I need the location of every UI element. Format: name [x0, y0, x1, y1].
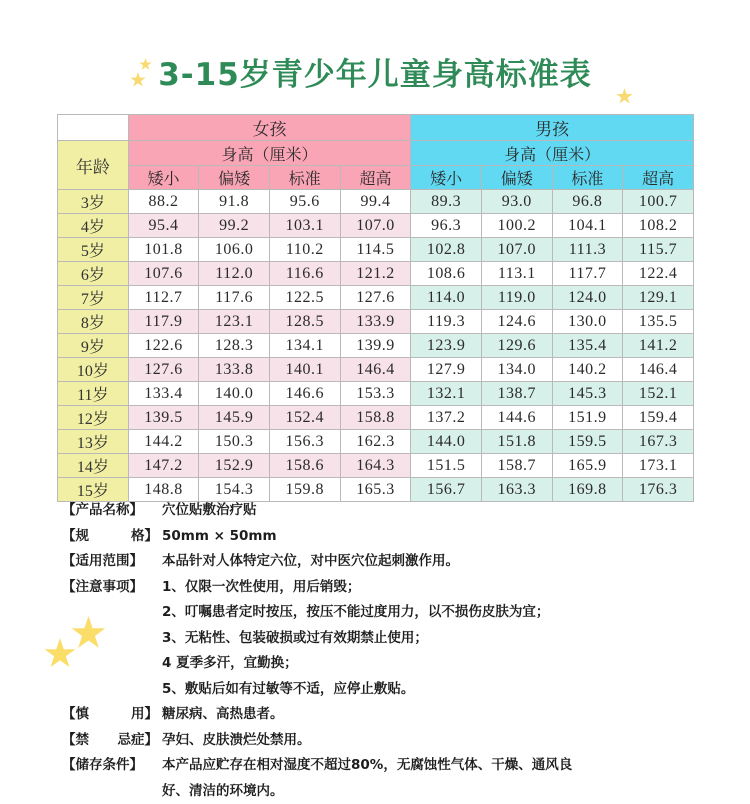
height-cell-boy: 93.0 [481, 190, 552, 214]
height-cell-boy: 137.2 [411, 406, 482, 430]
height-cell-girl: 165.3 [340, 478, 411, 502]
title-area [0, 52, 750, 104]
height-cell-girl: 146.4 [340, 358, 411, 382]
height-standard-table [57, 114, 694, 502]
height-cell-boy: 96.3 [411, 214, 482, 238]
unit-header-boy: 身高（厘米） [411, 141, 694, 166]
height-cell-boy: 130.0 [552, 310, 623, 334]
height-cell-girl: 103.1 [269, 214, 340, 238]
height-cell-boy: 140.2 [552, 358, 623, 382]
height-cell-boy: 108.2 [623, 214, 694, 238]
height-cell-boy: 169.8 [552, 478, 623, 502]
height-cell-girl: 134.1 [269, 334, 340, 358]
desc-label-product-name: 【 产品名称 】 [62, 498, 158, 524]
height-cell-boy: 135.4 [552, 334, 623, 358]
desc-row-storage [62, 753, 702, 779]
height-cell-girl: 145.9 [199, 406, 270, 430]
desc-label-careful: 【慎 用】 [62, 702, 158, 728]
column-header-boy-standard: 标准 [552, 166, 623, 190]
desc-label-caution: 【 注意事项 】 [62, 575, 158, 601]
height-cell-girl: 139.9 [340, 334, 411, 358]
desc-row-careful [62, 702, 702, 728]
height-cell-girl: 88.2 [128, 190, 199, 214]
column-header-girl-below-avg: 偏矮 [199, 166, 270, 190]
height-cell-girl: 122.6 [128, 334, 199, 358]
age-cell: 4岁 [58, 214, 129, 238]
height-cell-boy: 163.3 [481, 478, 552, 502]
height-cell-boy: 129.1 [623, 286, 694, 310]
desc-label-spec: 【规 格】 [62, 524, 158, 550]
desc-row-product-name [62, 498, 702, 524]
height-cell-boy: 152.1 [623, 382, 694, 406]
height-cell-girl: 95.6 [269, 190, 340, 214]
height-cell-girl: 148.8 [128, 478, 199, 502]
height-cell-girl: 122.5 [269, 286, 340, 310]
height-cell-girl: 128.5 [269, 310, 340, 334]
desc-row-contraindication [62, 728, 702, 754]
age-cell: 10岁 [58, 358, 129, 382]
height-cell-girl: 101.8 [128, 238, 199, 262]
height-cell-boy: 114.0 [411, 286, 482, 310]
height-cell-boy: 159.5 [552, 430, 623, 454]
product-description [62, 498, 702, 804]
age-cell: 3岁 [58, 190, 129, 214]
height-cell-boy: 119.3 [411, 310, 482, 334]
height-cell-boy: 144.0 [411, 430, 482, 454]
height-cell-girl: 152.9 [199, 454, 270, 478]
table-row [58, 382, 694, 406]
height-cell-girl: 116.6 [269, 262, 340, 286]
age-cell: 6岁 [58, 262, 129, 286]
desc-value-caution-4: 4 夏季多汗，宜勤换； [162, 651, 702, 677]
age-column-header: 年龄 [58, 141, 129, 190]
desc-label-scope: 【 适用范围 】 [62, 549, 158, 575]
height-cell-boy: 167.3 [623, 430, 694, 454]
height-cell-girl: 150.3 [199, 430, 270, 454]
age-cell: 8岁 [58, 310, 129, 334]
height-cell-girl: 107.0 [340, 214, 411, 238]
height-cell-girl: 133.9 [340, 310, 411, 334]
height-cell-boy: 151.8 [481, 430, 552, 454]
table-row [58, 334, 694, 358]
group-header-boy: 男孩 [411, 115, 694, 141]
height-cell-girl: 152.4 [269, 406, 340, 430]
height-cell-boy: 135.5 [623, 310, 694, 334]
desc-value-caution-3: 3、无粘性、包装破损或过有效期禁止使用； [162, 626, 702, 652]
table-row [58, 358, 694, 382]
height-cell-girl: 106.0 [199, 238, 270, 262]
height-cell-boy: 146.4 [623, 358, 694, 382]
height-cell-boy: 158.7 [481, 454, 552, 478]
age-cell: 15岁 [58, 478, 129, 502]
age-cell: 12岁 [58, 406, 129, 430]
height-cell-boy: 113.1 [481, 262, 552, 286]
height-cell-boy: 144.6 [481, 406, 552, 430]
height-cell-boy: 165.9 [552, 454, 623, 478]
height-cell-girl: 158.8 [340, 406, 411, 430]
height-cell-girl: 158.6 [269, 454, 340, 478]
height-cell-boy: 138.7 [481, 382, 552, 406]
height-cell-girl: 121.2 [340, 262, 411, 286]
column-header-girl-tall: 超高 [340, 166, 411, 190]
desc-value-product-name: 穴位贴敷治疗贴 [158, 498, 702, 524]
table-row [58, 262, 694, 286]
group-header-girl: 女孩 [128, 115, 411, 141]
age-cell: 11岁 [58, 382, 129, 406]
height-cell-boy: 127.9 [411, 358, 482, 382]
desc-value-storage-line2: 好、清洁的环境内。 [162, 779, 702, 804]
height-cell-boy: 124.6 [481, 310, 552, 334]
desc-row-caution [62, 575, 702, 601]
height-cell-girl: 127.6 [340, 286, 411, 310]
desc-label-storage: 【 储存条件 】 [62, 753, 158, 779]
desc-value-caution-1: 1、仅限一次性使用，用后销毁； [158, 575, 702, 601]
height-cell-boy: 151.5 [411, 454, 482, 478]
height-cell-boy: 151.9 [552, 406, 623, 430]
table-row [58, 430, 694, 454]
desc-value-caution-5: 5、敷贴后如有过敏等不适，应停止敷贴。 [162, 677, 702, 703]
height-cell-boy: 129.6 [481, 334, 552, 358]
height-cell-girl: 140.0 [199, 382, 270, 406]
page-title: 3-15岁青少年儿童身高标准表 [0, 52, 750, 98]
height-cell-boy: 108.6 [411, 262, 482, 286]
desc-row-spec [62, 524, 702, 550]
height-cell-girl: 144.2 [128, 430, 199, 454]
unit-header-girl: 身高（厘米） [128, 141, 411, 166]
height-cell-boy: 117.7 [552, 262, 623, 286]
height-cell-girl: 146.6 [269, 382, 340, 406]
height-cell-boy: 124.0 [552, 286, 623, 310]
height-cell-boy: 100.7 [623, 190, 694, 214]
height-cell-girl: 162.3 [340, 430, 411, 454]
column-header-girl-standard: 标准 [269, 166, 340, 190]
height-cell-boy: 145.3 [552, 382, 623, 406]
height-cell-girl: 123.1 [199, 310, 270, 334]
height-cell-boy: 122.4 [623, 262, 694, 286]
table-row [58, 406, 694, 430]
desc-label-contraindication: 【禁 忌症】 [62, 728, 158, 754]
height-cell-boy: 107.0 [481, 238, 552, 262]
height-cell-boy: 119.0 [481, 286, 552, 310]
height-cell-girl: 128.3 [199, 334, 270, 358]
height-cell-girl: 154.3 [199, 478, 270, 502]
height-cell-boy: 132.1 [411, 382, 482, 406]
height-cell-boy: 173.1 [623, 454, 694, 478]
height-cell-boy: 159.4 [623, 406, 694, 430]
height-cell-boy: 123.9 [411, 334, 482, 358]
height-cell-boy: 141.2 [623, 334, 694, 358]
desc-row-scope [62, 549, 702, 575]
age-cell: 9岁 [58, 334, 129, 358]
height-cell-girl: 153.3 [340, 382, 411, 406]
height-cell-boy: 156.7 [411, 478, 482, 502]
desc-value-caution-2: 2、叮嘱患者定时按压，按压不能过度用力，以不损伤皮肤为宜； [162, 600, 702, 626]
height-cell-girl: 140.1 [269, 358, 340, 382]
height-cell-girl: 147.2 [128, 454, 199, 478]
height-cell-boy: 89.3 [411, 190, 482, 214]
height-cell-girl: 164.3 [340, 454, 411, 478]
table-row [58, 310, 694, 334]
table-row [58, 190, 694, 214]
height-cell-girl: 139.5 [128, 406, 199, 430]
height-cell-girl: 117.9 [128, 310, 199, 334]
height-cell-girl: 95.4 [128, 214, 199, 238]
desc-value-spec: 50mm × 50mm [158, 524, 702, 550]
height-cell-girl: 112.7 [128, 286, 199, 310]
desc-value-storage-line1: 本产品应贮存在相对湿度不超过80%，无腐蚀性气体、干燥、通风良 [158, 753, 702, 779]
height-cell-girl: 110.2 [269, 238, 340, 262]
height-cell-boy: 111.3 [552, 238, 623, 262]
height-cell-boy: 104.1 [552, 214, 623, 238]
column-header-boy-tall: 超高 [623, 166, 694, 190]
height-cell-girl: 107.6 [128, 262, 199, 286]
age-cell: 14岁 [58, 454, 129, 478]
height-cell-boy: 134.0 [481, 358, 552, 382]
height-cell-girl: 114.5 [340, 238, 411, 262]
height-cell-girl: 133.8 [199, 358, 270, 382]
table-row [58, 286, 694, 310]
height-cell-girl: 112.0 [199, 262, 270, 286]
table-row [58, 454, 694, 478]
height-cell-girl: 91.8 [199, 190, 270, 214]
height-cell-girl: 156.3 [269, 430, 340, 454]
corner-blank-cell [58, 115, 129, 141]
height-cell-boy: 176.3 [623, 478, 694, 502]
column-header-boy-below-avg: 偏矮 [481, 166, 552, 190]
height-cell-girl: 127.6 [128, 358, 199, 382]
height-cell-boy: 100.2 [481, 214, 552, 238]
desc-value-contraindication: 孕妇、皮肤溃烂处禁用。 [158, 728, 702, 754]
height-cell-girl: 117.6 [199, 286, 270, 310]
height-cell-boy: 115.7 [623, 238, 694, 262]
table-header-group-row [58, 115, 694, 141]
table-body [58, 190, 694, 502]
column-header-boy-short: 矮小 [411, 166, 482, 190]
column-header-girl-short: 矮小 [128, 166, 199, 190]
height-cell-girl: 99.4 [340, 190, 411, 214]
height-cell-boy: 102.8 [411, 238, 482, 262]
desc-value-scope: 本品针对人体特定六位，对中医穴位起刺激作用。 [158, 549, 702, 575]
table-header-unit-row [58, 141, 694, 166]
height-cell-girl: 133.4 [128, 382, 199, 406]
age-cell: 13岁 [58, 430, 129, 454]
table-header-column-row [58, 166, 694, 190]
table-row [58, 214, 694, 238]
age-cell: 5岁 [58, 238, 129, 262]
height-cell-girl: 99.2 [199, 214, 270, 238]
height-cell-girl: 159.8 [269, 478, 340, 502]
height-cell-boy: 96.8 [552, 190, 623, 214]
desc-value-careful: 糖尿病、高热患者。 [158, 702, 702, 728]
table-row [58, 238, 694, 262]
age-cell: 7岁 [58, 286, 129, 310]
